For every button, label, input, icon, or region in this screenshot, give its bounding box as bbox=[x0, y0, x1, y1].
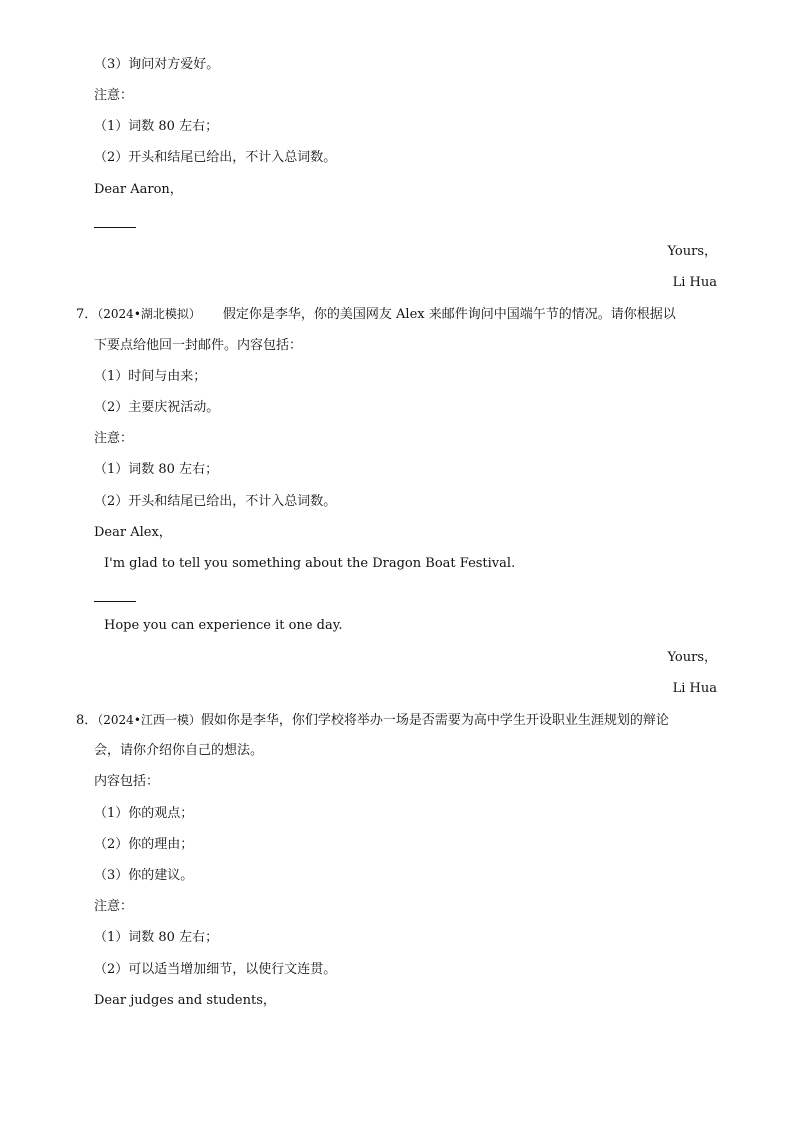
q7-note-2: （2）开头和结尾已给出，不计入总词数。 bbox=[94, 494, 337, 509]
q8-source: （2024•江西一模） bbox=[97, 713, 201, 727]
q7-source: （2024•湖北模拟） bbox=[97, 307, 201, 321]
q7-prompt-line-2: 下要点给他回一封邮件。内容包括： bbox=[94, 338, 303, 353]
q8-note-1: （1）词数 80 左右； bbox=[94, 930, 219, 945]
q7-number: 7． bbox=[76, 307, 98, 322]
q7-prompt-line-1 bbox=[76, 305, 676, 324]
q8-prompt-line-2: 会，请你介绍你自己的想法。 bbox=[94, 743, 264, 758]
q7-answer-blank[interactable] bbox=[94, 601, 136, 602]
q7-signature: Li Hua bbox=[672, 681, 717, 696]
top-signature: Li Hua bbox=[672, 275, 717, 290]
q8-greeting: Dear judges and students， bbox=[94, 993, 276, 1008]
q7-requirement-1: （1）时间与由来； bbox=[94, 369, 207, 384]
top-note-1: （1）词数 80 左右； bbox=[94, 119, 219, 134]
q8-requirement-3: （3）你的建议。 bbox=[94, 868, 194, 883]
q7-requirement-2: （2）主要庆祝活动。 bbox=[94, 400, 220, 415]
q8-note-title: 注意： bbox=[94, 899, 134, 914]
top-answer-blank[interactable] bbox=[94, 227, 136, 228]
q8-requirement-1: （1）你的观点； bbox=[94, 806, 194, 821]
top-greeting: Dear Aaron， bbox=[94, 182, 183, 197]
top-note-title: 注意： bbox=[94, 88, 134, 103]
q7-ending-sentence: Hope you can experience it one day. bbox=[104, 618, 343, 633]
q8-number: 8． bbox=[76, 713, 98, 728]
top-closing: Yours， bbox=[667, 244, 717, 259]
q7-greeting: Dear Alex， bbox=[94, 525, 172, 540]
q7-closing: Yours， bbox=[667, 650, 717, 665]
q7-note-1: （1）词数 80 左右； bbox=[94, 462, 219, 477]
top-note-2: （2）开头和结尾已给出，不计入总词数。 bbox=[94, 150, 337, 165]
top-requirement-3: （3）询问对方爱好。 bbox=[94, 57, 220, 72]
q8-requirement-2: （2）你的理由； bbox=[94, 837, 194, 852]
q7-opening-sentence: I'm glad to tell you something about the Dragon Boat Festival. bbox=[104, 556, 516, 571]
q8-prompt-line-1 bbox=[76, 711, 669, 730]
q7-prompt-text-1: 假定你是李华，你的美国网友 Alex 来邮件询问中国端午节的情况。请你根据以 bbox=[222, 307, 676, 322]
q8-content-title: 内容包括： bbox=[94, 774, 160, 789]
q8-prompt-text-1: 假如你是李华，你们学校将举办一场是否需要为高中学生开设职业生涯规划的辩论 bbox=[200, 713, 669, 728]
q8-note-2: （2）可以适当增加细节，以使行文连贯。 bbox=[94, 962, 337, 977]
q7-note-title: 注意： bbox=[94, 431, 134, 446]
